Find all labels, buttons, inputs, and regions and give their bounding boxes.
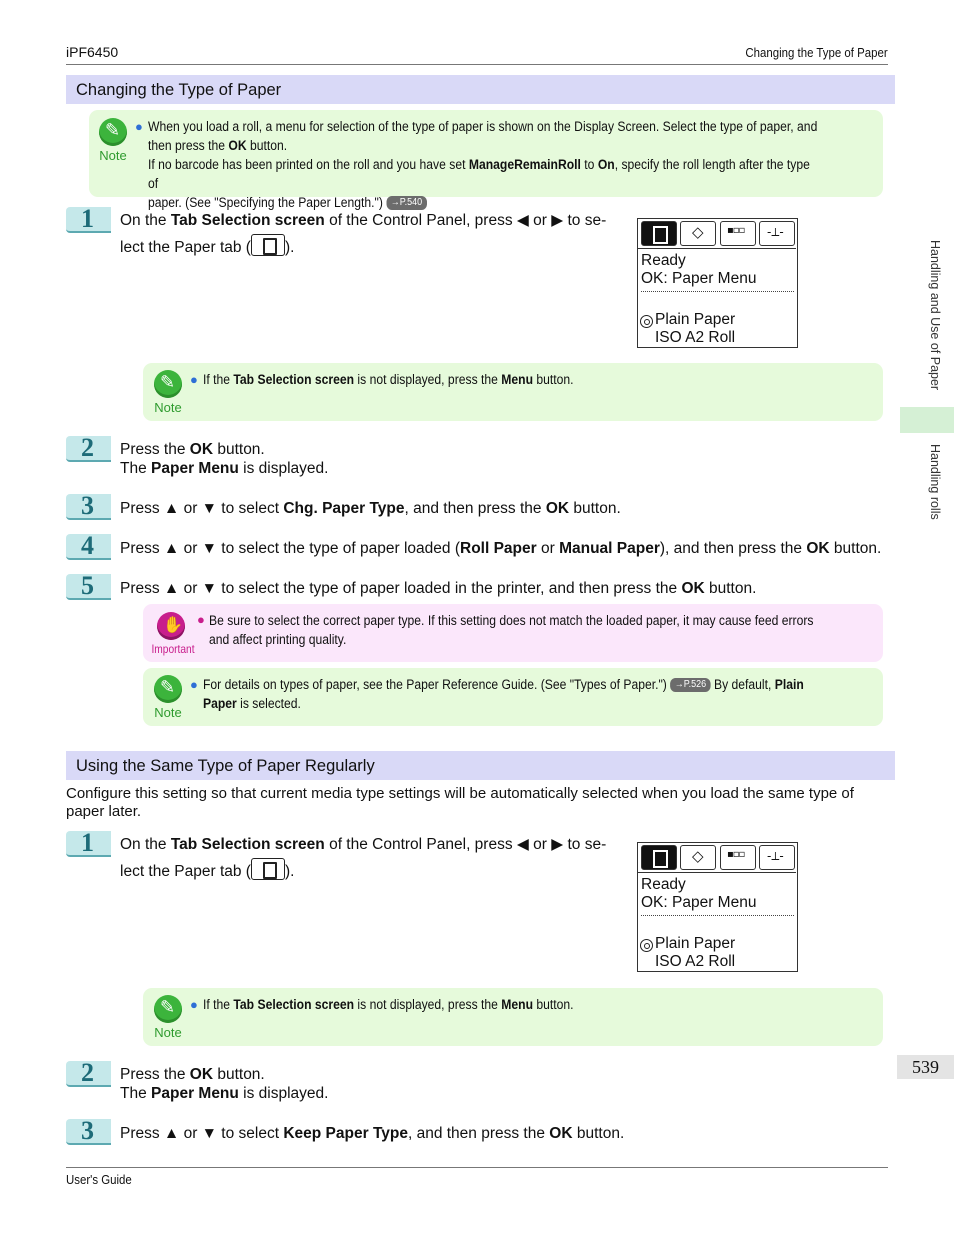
note-icon: ✎ Note [152,370,184,415]
header-chapter: Changing the Type of Paper [745,45,888,60]
left-arrow-icon: ◀ [516,212,529,229]
note-icon: ✎ Note [152,995,184,1040]
display-divider [641,291,794,292]
step-text: Press ▲ or ▼ to select the type of paper loaded (Roll Paper or Manual Paper), and then press the OK button. [120,540,882,557]
step-text: Press ▲ or ▼ to select Keep Paper Type, and then press the OK button. [120,1125,625,1142]
paper-tab-icon [641,845,677,870]
bullet-icon: ● [190,677,198,692]
right-arrow-icon: ▶ [551,836,564,853]
display-status: Ready [641,252,686,269]
display-hint: OK: Paper Menu [641,894,757,911]
settings-tab-icon [759,845,795,870]
note-box [143,988,883,1046]
roll-icon [640,939,653,952]
note-text: When you load a roll, a menu for selection of the type of paper is shown on the Display Screen. Select the type of paper, and then press the OK button. If no barcode has been printed on the roll and you have set ManageRemainRoll to On, specify the roll length after the type of paper. (See "Specifying the Paper Length.") →P.540 [148,119,818,210]
step-number: 3 [66,494,111,520]
side-tab-marker [900,407,954,433]
bullet-icon: ● [190,997,198,1012]
step-text: Press the OK button. The Paper Menu is displayed. [120,441,329,477]
display-hint: OK: Paper Menu [641,270,757,287]
paper-tab-icon [251,858,285,880]
note-box [143,363,883,421]
bullet-icon: ● [197,612,205,627]
step-text: On the Tab Selection screen of the Control Panel, press ◀ or ▶ to se- lect the Paper tab ( ). [120,212,607,256]
step-number: 1 [66,831,111,857]
step-number: 2 [66,436,111,462]
step-text: Press the OK button. The Paper Menu is displayed. [120,1066,329,1102]
display-paper-size: ISO A2 Roll [655,953,736,970]
display-status: Ready [641,876,686,893]
display-paper-type: Plain Paper [655,311,736,328]
side-chapter-label: Handling and Use of Paper [928,240,942,391]
control-panel-display [637,218,798,348]
ink-tab-icon [680,221,716,246]
left-arrow-icon: ◀ [516,836,529,853]
note-text: If the Tab Selection screen is not displayed, press the Menu button. [203,372,574,387]
step-number: 5 [66,574,111,600]
footer-text: User's Guide [66,1172,132,1187]
step-text: Press ▲ or ▼ to select Chg. Paper Type, and then press the OK button. [120,500,621,517]
step-number: 4 [66,534,111,560]
job-tab-icon [720,845,756,870]
roll-icon [640,315,653,328]
job-tab-icon [720,221,756,246]
note-text: For details on types of paper, see the Paper Reference Guide. (See "Types of Paper.") →P.526 By default, Plain Paper is selected. [203,677,804,711]
header-product: iPF6450 [66,44,119,60]
step-text: Press ▲ or ▼ to select the type of paper loaded in the printer, and then press the OK button. [120,580,757,597]
display-paper-size: ISO A2 Roll [655,329,736,346]
important-text: Be sure to select the correct paper type. If this setting does not match the loaded paper, it may cause feed errors and affect printing quality. [209,613,814,647]
bullet-icon: ● [135,119,143,134]
note-box [89,110,883,210]
note-icon: ✎ Note [97,118,129,163]
note-icon: ✎ Note [152,675,184,720]
step-text: On the Tab Selection screen of the Control Panel, press ◀ or ▶ to se- lect the Paper tab ( ). [120,836,607,880]
step-number: 3 [66,1119,111,1145]
xref-link[interactable]: →P.540 [386,196,426,210]
header-divider [66,64,888,65]
bullet-icon: ● [190,372,198,387]
page-number: 539 [897,1055,954,1079]
section-title-same-paper: Using the Same Type of Paper Regularly [66,751,895,780]
section-intro: Configure this setting so that current media type settings will be automatically selected when you load the same type of paper later. [66,785,854,820]
note-box [143,668,883,726]
ink-tab-icon [680,845,716,870]
step-number: 2 [66,1061,111,1087]
important-icon: ✋ Important [148,612,194,656]
footer-divider [66,1167,888,1168]
display-divider [641,915,794,916]
right-arrow-icon: ▶ [551,212,564,229]
paper-tab-icon [251,234,285,256]
side-section-label: Handling rolls [928,444,942,520]
step-number: 1 [66,207,111,233]
section-title-changing-paper: Changing the Type of Paper [66,75,895,104]
note-text: If the Tab Selection screen is not displayed, press the Menu button. [203,997,574,1012]
important-box [143,604,883,662]
settings-tab-icon [759,221,795,246]
paper-tab-icon [641,221,677,246]
display-paper-type: Plain Paper [655,935,736,952]
xref-link[interactable]: →P.526 [670,678,710,692]
control-panel-display [637,842,798,972]
